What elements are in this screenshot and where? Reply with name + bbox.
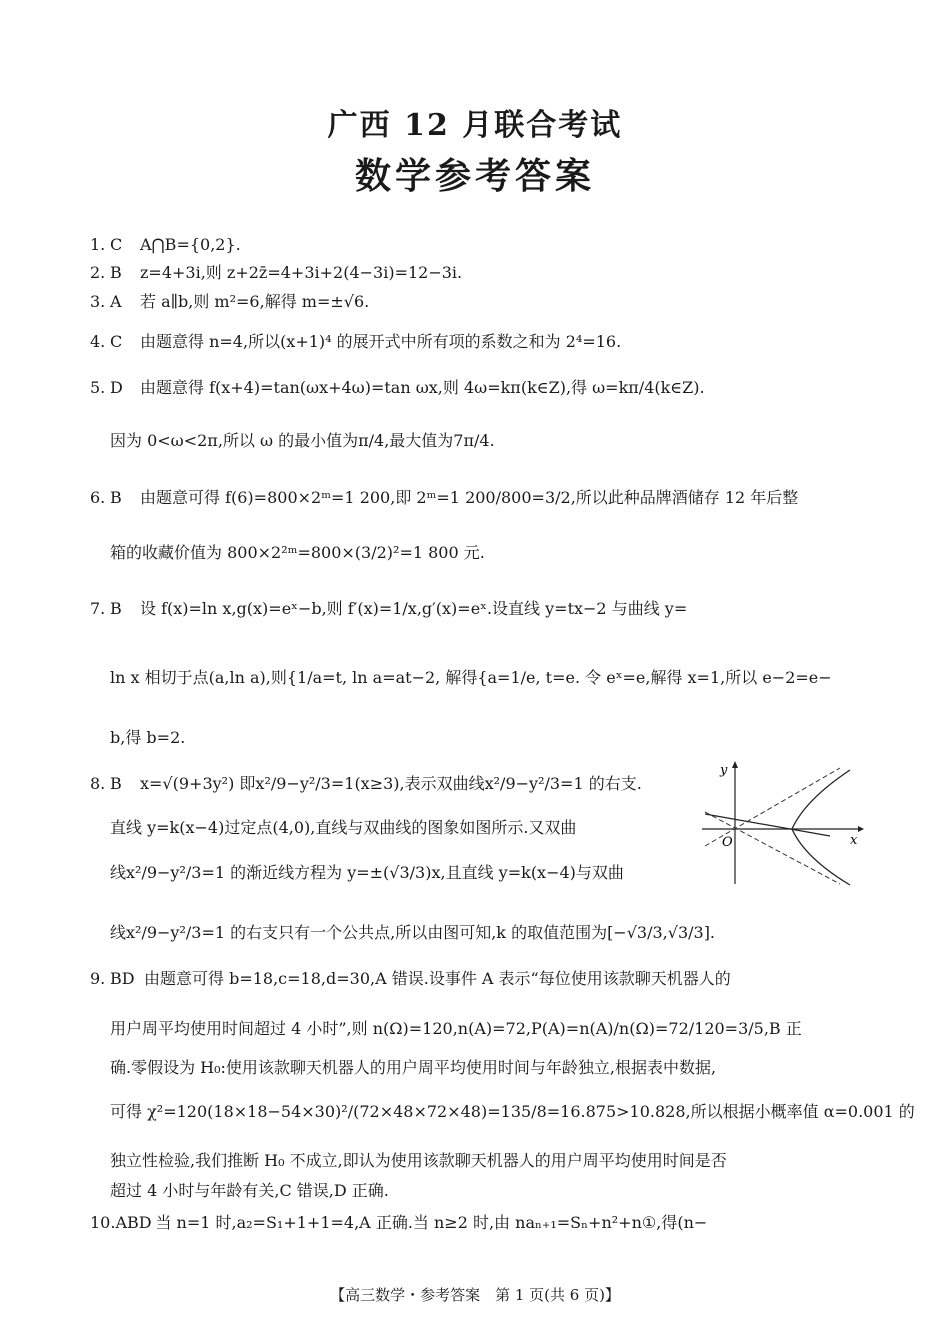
answer-line — [110, 727, 880, 749]
hyperbola-right-branch — [792, 770, 850, 885]
answer-line — [110, 817, 710, 839]
answer-line — [90, 377, 860, 399]
page-subtitle: 数学参考答案 — [354, 155, 595, 197]
answer-line — [110, 1057, 880, 1079]
answer-line — [90, 331, 860, 353]
question-number: 2. — [90, 263, 106, 282]
answer-line — [110, 1180, 880, 1202]
answer-explanation: x=√(9+3y²) 即x²/9−y²/3=1(x≥3),表示双曲线x²/9−y²/3=1 的右支. — [140, 774, 642, 793]
y-axis-arrow — [732, 761, 738, 768]
question-number: 5. — [90, 378, 106, 397]
answer-line — [90, 598, 860, 620]
answer-line — [110, 542, 880, 564]
question-number: 7. — [90, 599, 106, 618]
answer-line — [110, 862, 710, 884]
answer-explanation: 箱的收藏价值为 800×2²ᵐ=800×(3/2)²=1 800 元. — [110, 543, 485, 562]
page-footer: 【高三数学・参考答案 第 1 页(共 6 页)】 — [330, 1286, 620, 1304]
answer-line — [110, 430, 880, 452]
answer-explanation: A⋂B={0,2}. — [140, 235, 241, 254]
y-axis-label: y — [720, 763, 728, 778]
answer-explanation: z=4+3i,则 z+2z̄=4+3i+2(4−3i)=12−3i. — [140, 263, 463, 282]
origin-label: O — [722, 835, 733, 850]
answer-explanation: 由题意可得 f(6)=800×2ᵐ=1 200,即 2ᵐ=1 200/800=3/2,所以此种品牌酒储存 12 年后整 — [140, 488, 799, 507]
answer-explanation: 因为 0<ω<2π,所以 ω 的最小值为π/4,最大值为7π/4. — [110, 431, 495, 450]
answer-choice: B — [110, 599, 122, 618]
answer-line — [90, 262, 860, 284]
question-number: 6. — [90, 488, 106, 507]
question-number: 1. — [90, 235, 106, 254]
x-axis-label: x — [850, 833, 858, 848]
answer-line — [110, 667, 880, 689]
answer-line — [90, 291, 860, 313]
hyperbola-figure — [700, 760, 865, 890]
question-number: 3. — [90, 292, 106, 311]
answer-choice: BD — [110, 969, 135, 988]
answer-choice: ABD — [115, 1213, 152, 1232]
question-number: 9. — [90, 969, 106, 988]
answer-explanation: 由题意得 n=4,所以(x+1)⁴ 的展开式中所有项的系数之和为 2⁴=16. — [140, 332, 622, 351]
answer-explanation: 可得 χ²=120(18×18−54×30)²/(72×48×72×48)=135/8=16.875>10.828,所以根据小概率值 α=0.001 的 — [110, 1102, 915, 1121]
question-number: 10. — [90, 1213, 116, 1232]
answer-line — [90, 773, 690, 795]
answer-explanation: 线x²/9−y²/3=1 的渐近线方程为 y=±(√3/3)x,且直线 y=k(x−4)与双曲 — [110, 863, 624, 882]
answer-choice: B — [110, 774, 122, 793]
answer-explanation: 线x²/9−y²/3=1 的右支只有一个公共点,所以由图可知,k 的取值范围为[−√3/3,√3/3]. — [110, 923, 716, 942]
answer-explanation: 由题意得 f(x+4)=tan(ωx+4ω)=tan ωx,则 4ω=kπ(k∈Z),得 ω=kπ/4(k∈Z). — [140, 378, 705, 397]
answer-line — [110, 922, 880, 944]
answer-explanation: 若 a∥b,则 m²=6,解得 m=±√6. — [140, 292, 370, 311]
answer-explanation: 独立性检验,我们推断 H₀ 不成立,即认为使用该款聊天机器人的用户周平均使用时间是否 — [110, 1151, 727, 1170]
answer-explanation: ln x 相切于点(a,ln a),则{1/a=t, ln a=at−2, 解得{a=1/e, t=e. 令 eˣ=e,解得 x=1,所以 e−2=e− — [110, 668, 832, 687]
answer-explanation: 设 f(x)=ln x,g(x)=eˣ−b,则 f′(x)=1/x,g′(x)=eˣ.设直线 y=tx−2 与曲线 y= — [140, 599, 688, 618]
answer-explanation: 超过 4 小时与年龄有关,C 错误,D 正确. — [110, 1181, 389, 1200]
page-title: 广西 12 月联合考试 — [327, 108, 623, 143]
answer-explanation: 用户周平均使用时间超过 4 小时”,则 n(Ω)=120,n(A)=72,P(A)=n(A)/n(Ω)=72/120=3/5,B 正 — [110, 1019, 802, 1038]
answer-line — [110, 1018, 880, 1040]
question-number: 8. — [90, 774, 106, 793]
answer-explanation: 由题意可得 b=18,c=18,d=30,A 错误.设事件 A 表示“每位使用该款聊天机器人的 — [144, 969, 731, 988]
answer-choice: B — [110, 263, 122, 282]
question-number: 4. — [90, 332, 106, 351]
answer-choice: A — [110, 292, 122, 311]
answer-line — [110, 1150, 880, 1172]
line-through-4-0 — [705, 814, 830, 836]
answer-explanation: 确.零假设为 H₀:使用该款聊天机器人的用户周平均使用时间与年龄独立,根据表中数据, — [110, 1058, 717, 1077]
answer-line — [90, 234, 860, 256]
answer-line — [90, 487, 860, 509]
answer-explanation: 直线 y=k(x−4)过定点(4,0),直线与双曲线的图象如图所示.又双曲 — [110, 818, 577, 837]
answer-explanation: b,得 b=2. — [110, 728, 186, 747]
answer-choice: C — [110, 332, 123, 351]
answer-choice: C — [110, 235, 123, 254]
x-axis-arrow — [858, 826, 864, 832]
answer-choice: D — [110, 378, 123, 397]
answer-line — [90, 968, 860, 990]
answer-explanation: 当 n=1 时,a₂=S₁+1+1=4,A 正确.当 n≥2 时,由 naₙ₊₁=Sₙ+n²+n①,得(n− — [155, 1213, 708, 1232]
answer-line — [90, 1212, 860, 1234]
answer-choice: B — [110, 488, 122, 507]
answer-line — [110, 1101, 915, 1123]
